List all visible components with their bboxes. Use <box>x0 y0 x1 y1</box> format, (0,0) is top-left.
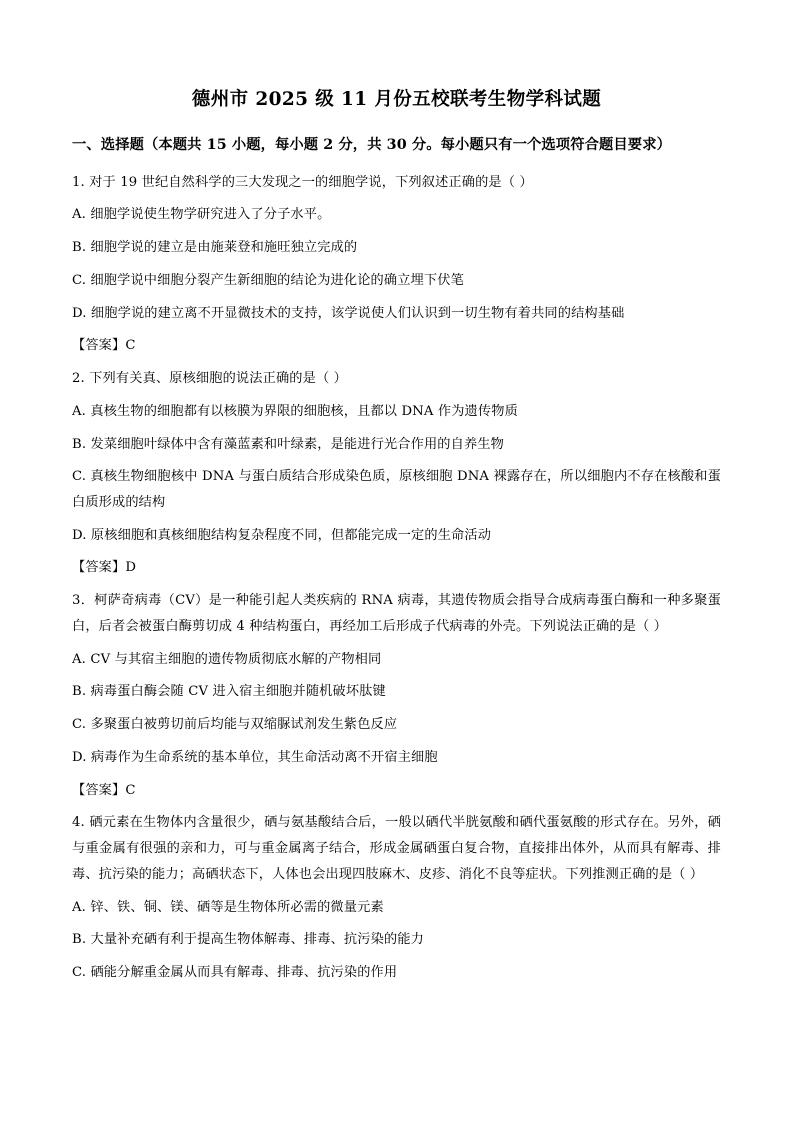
question-4 <box>72 810 721 985</box>
question-2 <box>72 366 721 581</box>
question-option: A. 细胞学说使生物学研究进入了分子水平。 <box>72 207 331 223</box>
question-option: A. CV 与其宿主细胞的遗传物质彻底水解的产物相同 <box>72 651 382 667</box>
question-stem: 3．柯萨奇病毒（CV）是一种能引起人类疾病的 RNA 病毒，其遗传物质会指导合成病毒蛋白酶和一种多聚蛋白，后者会被蛋白酶剪切成 4 种结构蛋白，再经加工后形成子代病毒的外壳。下列说法正确的是（ ） <box>72 593 721 634</box>
question-answer: 【答案】D <box>72 560 137 576</box>
question-option: C. 真核生物细胞核中 DNA 与蛋白质结合形成染色质，原核细胞 DNA 裸露存在，所以细胞内不存在核酸和蛋白质形成的结构 <box>72 469 721 510</box>
question-option: D. 细胞学说的建立离不开显微技术的支持，该学说使人们认识到一切生物有着共同的结构基础 <box>72 305 625 321</box>
question-stem: 1. 对于 19 世纪自然科学的三大发现之一的细胞学说，下列叙述正确的是（ ） <box>72 174 533 190</box>
question-option: B. 细胞学说的建立是由施莱登和施旺独立完成的 <box>72 240 358 256</box>
question-option: B. 大量补充硒有利于提高生物体解毒、排毒、抗污染的能力 <box>72 932 424 948</box>
question-option: B. 病毒蛋白酶会随 CV 进入宿主细胞并随机破坏肽键 <box>72 684 386 700</box>
question-option: C. 硒能分解重金属从而具有解毒、排毒、抗污染的作用 <box>72 964 398 980</box>
question-answer: 【答案】C <box>72 338 136 354</box>
question-option: D. 原核细胞和真核细胞结构复杂程度不同，但都能完成一定的生命活动 <box>72 527 492 543</box>
question-option: C. 细胞学说中细胞分裂产生新细胞的结论为进化论的确立埋下伏笔 <box>72 272 464 288</box>
page-title: 德州市 2025 级 11 月份五校联考生物学科试题 <box>191 89 602 110</box>
question-stem: 4. 硒元素在生物体内含量很少，硒与氨基酸结合后，一般以硒代半胱氨酸和硒代蛋氨酸的形式存在。另外，硒与重金属有很强的亲和力，可与重金属离子结合，形成金属硒蛋白复合物，直接排出体外，从而具有解毒、排毒、抗污染的能力；高硒状态下，人体也会出现四肢麻木、皮疹、消化不良等症状。下列推测正确的是（ ） <box>72 815 721 882</box>
question-answer: 【答案】C <box>72 782 136 798</box>
question-option: B. 发菜细胞叶绿体中含有藻蓝素和叶绿素，是能进行光合作用的自养生物 <box>72 436 504 452</box>
question-option: D. 病毒作为生命系统的基本单位，其生命活动离不开宿主细胞 <box>72 749 438 765</box>
question-stem: 2. 下列有关真、原核细胞的说法正确的是（ ） <box>72 371 347 387</box>
question-option: A. 真核生物的细胞都有以核膜为界限的细胞核，且都以 DNA 作为遗传物质 <box>72 403 518 419</box>
question-option: C. 多聚蛋白被剪切前后均能与双缩脲试剂发生紫色反应 <box>72 717 398 733</box>
section-heading: 一、选择题（本题共 15 小题，每小题 2 分，共 30 分。每小题只有一个选项符合题目要求） <box>72 136 671 153</box>
question-1 <box>72 170 721 359</box>
question-option: A. 锌、铁、铜、镁、硒等是生物体所必需的微量元素 <box>72 899 384 915</box>
question-3 <box>72 588 721 803</box>
